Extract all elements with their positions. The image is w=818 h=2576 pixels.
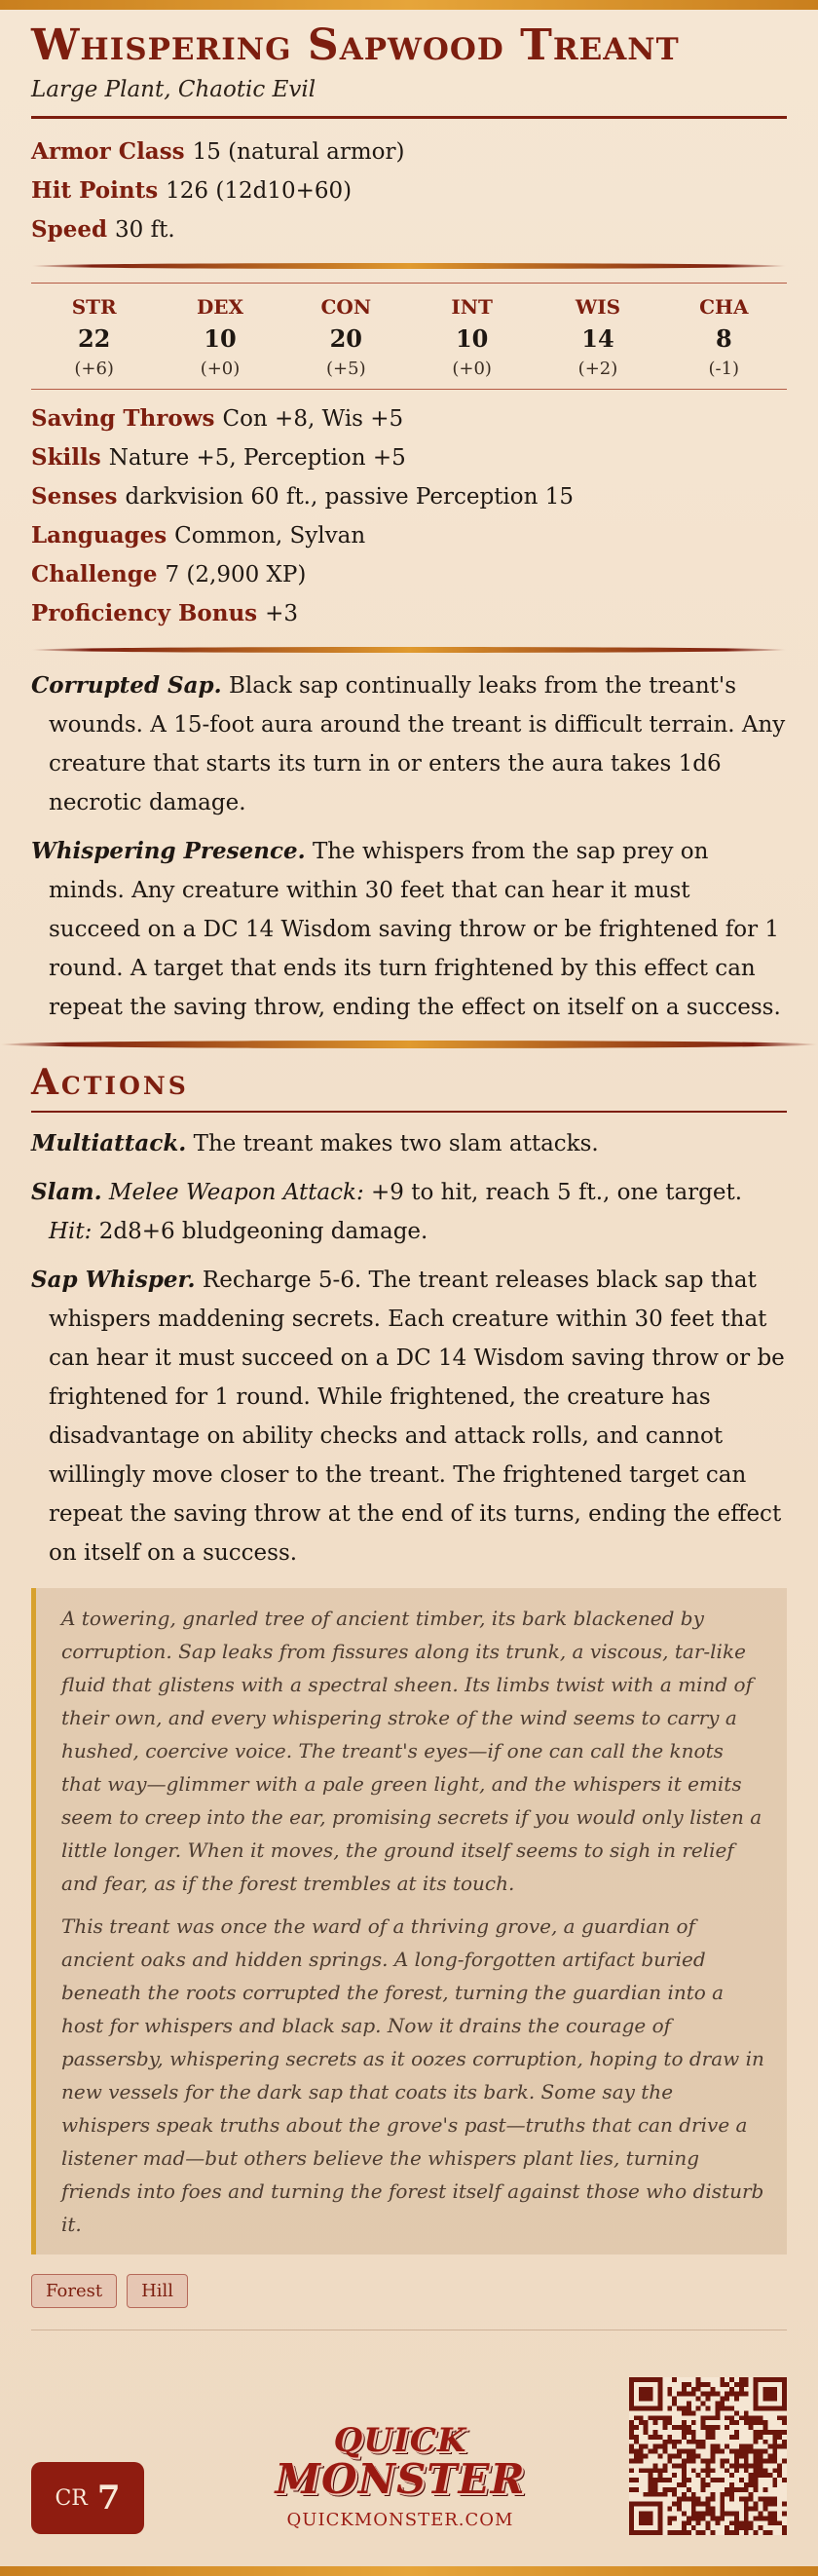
attack-text: +9 to hit, reach 5 ft., one target.	[371, 1179, 743, 1205]
armor-class	[31, 133, 787, 171]
ability-score: 20	[329, 323, 363, 353]
actions-list	[31, 1124, 787, 1572]
ability-dex	[157, 295, 282, 379]
section-divider	[31, 647, 787, 653]
action-sap-whisper	[31, 1261, 787, 1572]
senses	[31, 477, 787, 516]
prop-label: Skills	[31, 443, 101, 471]
ability-str	[31, 295, 157, 379]
cr-value: 7	[96, 2479, 121, 2518]
prop-value: +3	[265, 600, 299, 626]
prop-label: Hit Points	[31, 176, 159, 204]
actions-divider	[31, 1111, 787, 1113]
challenge	[31, 555, 787, 594]
tag-forest[interactable]: Forest	[31, 2274, 117, 2308]
attack-type: Melee Weapon Attack:	[108, 1179, 364, 1205]
ability-mod: (+0)	[452, 358, 492, 379]
logo-line1: QUICK	[333, 2421, 467, 2460]
ability-cha	[661, 295, 787, 379]
section-divider	[0, 1041, 818, 1048]
prop-label: Challenge	[31, 560, 158, 587]
ability-score: 10	[204, 323, 237, 353]
ability-name: WIS	[575, 294, 621, 319]
lore-box	[31, 1588, 787, 2254]
prop-value: 7 (2,900 XP)	[165, 561, 307, 587]
prop-label: Saving Throws	[31, 404, 215, 432]
section-divider	[31, 263, 787, 269]
prop-label: Languages	[31, 521, 167, 549]
prop-value: Nature +5, Perception +5	[108, 444, 406, 471]
cr-label: CR	[55, 2485, 88, 2511]
qr-code-icon[interactable]	[629, 2377, 787, 2535]
ability-name: CHA	[699, 294, 749, 319]
action-multiattack	[31, 1124, 787, 1163]
prop-label: Armor Class	[31, 137, 185, 165]
action-name: Slam.	[31, 1178, 102, 1205]
top-border	[0, 0, 818, 10]
trait-corrupted-sap	[31, 666, 787, 822]
ability-score: 10	[455, 323, 489, 353]
trait-name: Corrupted Sap.	[31, 671, 222, 699]
title-divider	[31, 116, 787, 119]
ability-score: 22	[77, 323, 111, 353]
bottom-border	[0, 2566, 818, 2576]
hit-points	[31, 171, 787, 210]
action-name: Multiattack.	[31, 1129, 187, 1156]
ability-mod: (+6)	[74, 358, 114, 379]
action-text: Recharge 5-6. The treant releases black sap that whispers maddening secrets. Each creature within 30 feet that can hear it must succeed on a DC 14 Wisdom saving throw or be frightened for 1 round. While frightened, the creature has disadvantage on ability checks and attack rolls, and cannot willingly move closer to the treant. The frightened target can repeat the saving throw at the end of its turns, ending the effect on itself on a success.	[49, 1267, 785, 1566]
stat-block	[31, 21, 787, 2330]
tag-list	[31, 2274, 787, 2308]
trait-text: Black sap continually leaks from the treant's wounds. A 15-foot aura around the treant is difficult terrain. Any creature that starts its turn in or enters the aura takes 1d6 necrotic damage.	[49, 672, 786, 815]
ability-mod: (+0)	[200, 358, 241, 379]
languages	[31, 516, 787, 555]
quickmonster-logo[interactable]	[269, 2421, 532, 2530]
prop-label: Speed	[31, 215, 108, 243]
monster-name: Whispering Sapwood Treant	[31, 20, 680, 70]
detail-stats	[31, 399, 787, 633]
proficiency-bonus	[31, 594, 787, 633]
site-url[interactable]: QUICKMONSTER.COM	[286, 2510, 514, 2530]
action-text: The treant makes two slam attacks.	[193, 1130, 599, 1156]
actions-heading: Actions	[31, 1061, 189, 1103]
hit-label: Hit:	[49, 1218, 93, 1244]
tag-hill[interactable]: Hill	[127, 2274, 188, 2308]
ability-name: DEX	[196, 294, 244, 319]
ability-score: 14	[581, 323, 614, 353]
prop-value: 126 (12d10+60)	[166, 177, 353, 204]
prop-value: darkvision 60 ft., passive Perception 15	[125, 483, 575, 510]
logo-line2: MONSTER	[275, 2455, 526, 2503]
prop-value: Common, Sylvan	[174, 522, 366, 549]
lore-paragraph: A towering, gnarled tree of ancient timber, its bark blackened by corruption. Sap leaks from fissures along its trunk, a viscous, tar-like fluid that glistens with a spectral sheen. Its limbs twist with a mind of their own, and every whispering stroke of the wind seems to carry a hushed, coercive voice. The treant's eyes—if one can call the knots that way—glimmer with a pale green light, and the whispers it emits seem to creep into the ear, promising secrets if you would only listen a little longer. When it moves, the ground itself seems to sigh in relief and fear, as if the forest trembles at its touch.	[61, 1606, 762, 1895]
saving-throws	[31, 399, 787, 438]
trait-whispering-presence	[31, 832, 787, 1027]
prop-value: Con +8, Wis +5	[222, 405, 404, 432]
prop-value: 30 ft.	[115, 216, 175, 243]
skills	[31, 438, 787, 477]
ability-mod: (-1)	[708, 358, 740, 379]
action-slam	[31, 1173, 787, 1251]
core-stats	[31, 133, 787, 249]
ability-scores	[31, 283, 787, 390]
prop-label: Senses	[31, 482, 118, 510]
trait-name: Whispering Presence.	[31, 837, 306, 864]
hit-text: 2d8+6 bludgeoning damage.	[98, 1218, 428, 1244]
ability-name: STR	[71, 294, 117, 319]
ability-mod: (+5)	[326, 358, 366, 379]
ability-name: INT	[451, 294, 493, 319]
prop-value: 15 (natural armor)	[192, 138, 405, 165]
challenge-rating-badge	[31, 2462, 144, 2534]
ability-wis	[535, 295, 660, 379]
ability-mod: (+2)	[577, 358, 618, 379]
ability-name: CON	[320, 294, 372, 319]
ability-int	[409, 295, 535, 379]
action-name: Sap Whisper.	[31, 1266, 196, 1293]
trait-text: The whispers from the sap prey on minds. Any creature within 30 feet that can hear it must succeed on a DC 14 Wisdom saving throw or be frightened for 1 round. A target that ends its turn frightened by this effect can repeat the saving throw, ending the effect on itself on a success.	[49, 838, 781, 1020]
lore-paragraph: This treant was once the ward of a thriving grove, a guardian of ancient oaks and hidden springs. A long-forgotten artifact buried beneath the roots corrupted the forest, turning the guardian into a host for whispers and black sap. Now it drains the courage of passersby, whispering secrets as it oozes corruption, hoping to draw in new vessels for the dark sap that coats its bark. Some say the whispers speak truths about the grove's past—truths that can drive a listener mad—but others believe the whispers plant lies, turning friends into foes and turning the forest itself against those who disturb it.	[61, 1913, 764, 2236]
monster-type: Large Plant, Chaotic Evil	[31, 76, 316, 102]
speed	[31, 210, 787, 249]
ability-con	[283, 295, 409, 379]
traits	[31, 666, 787, 1027]
prop-label: Proficiency Bonus	[31, 599, 258, 626]
ability-score: 8	[715, 323, 732, 353]
